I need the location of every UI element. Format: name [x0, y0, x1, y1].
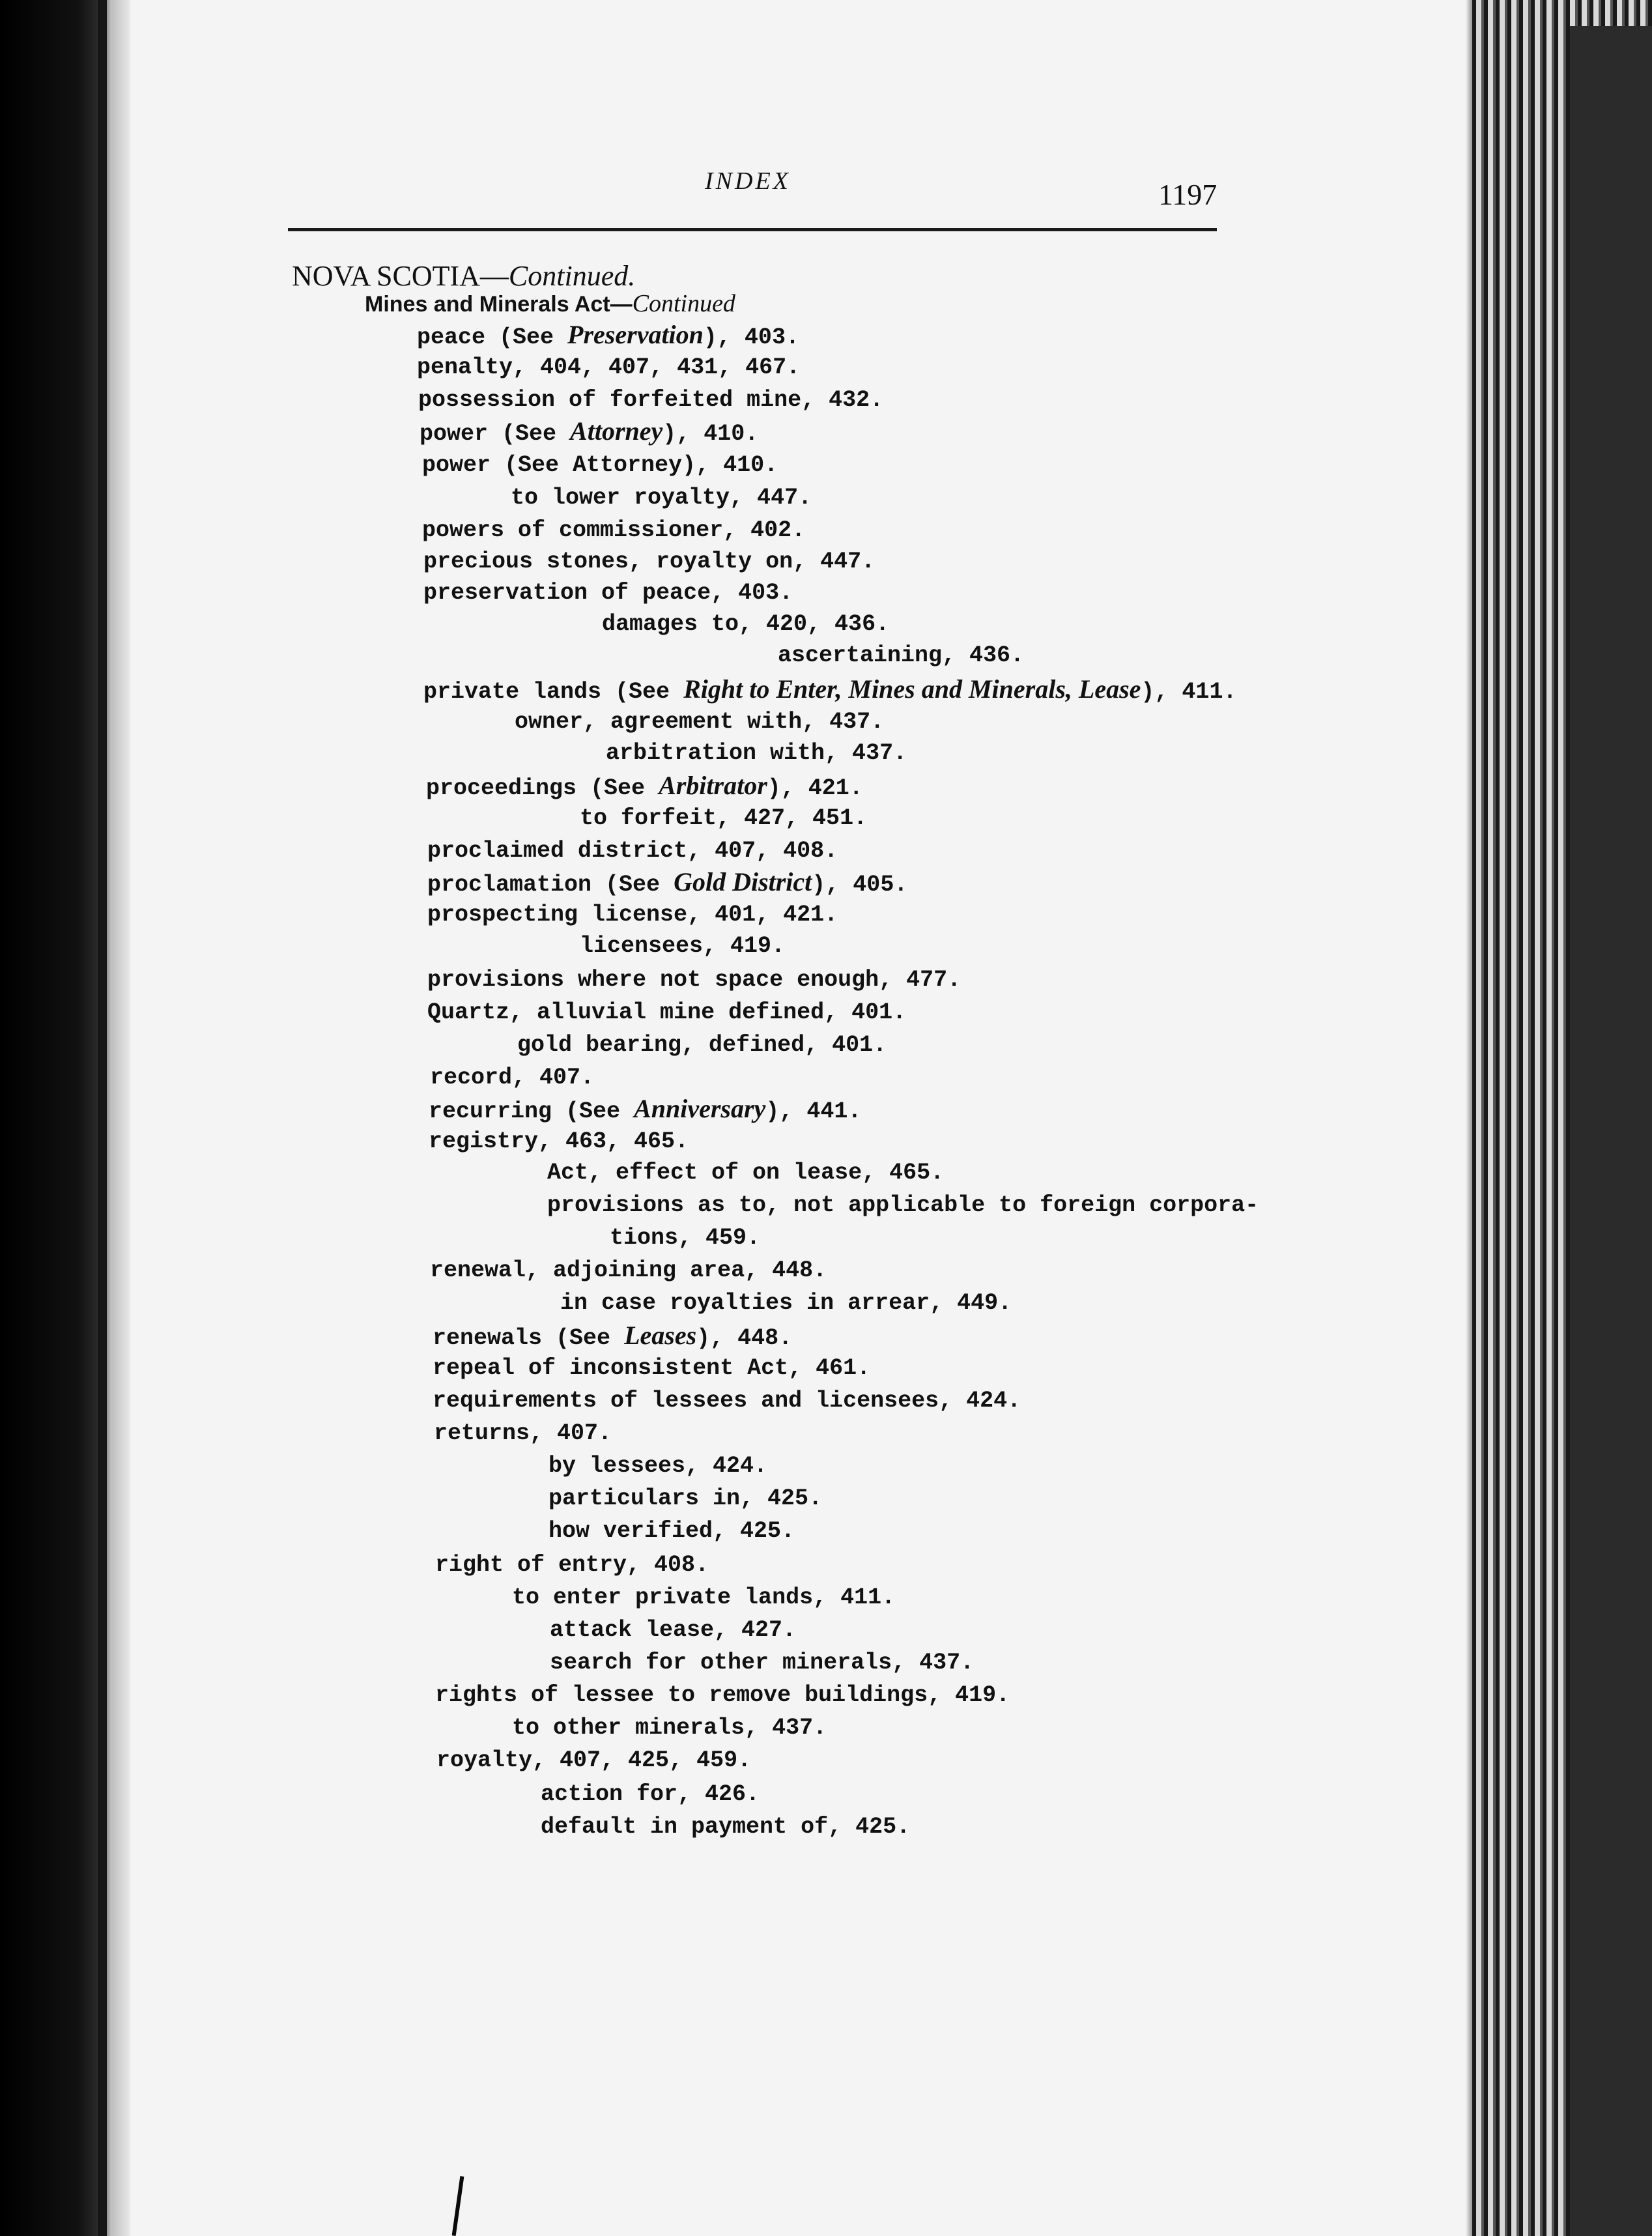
index-entry: royalty, 407, 425, 459. — [436, 1747, 752, 1773]
index-entry: to lower royalty, 447. — [511, 485, 812, 511]
header-rule — [288, 228, 1217, 231]
index-heading — [292, 259, 635, 293]
index-entry: renewals (See Leases), 448. — [433, 1321, 793, 1351]
book-cover-edge — [1570, 26, 1652, 2236]
index-entry: repeal of inconsistent Act, 461. — [433, 1355, 871, 1381]
index-entry: precious stones, royalty on, 447. — [423, 549, 876, 575]
index-entry: owner, agreement with, 437. — [515, 709, 885, 735]
index-entry: rights of lessee to remove buildings, 419. — [435, 1682, 1010, 1708]
subheading-continued: Continued — [632, 290, 735, 317]
index-entry: damages to, 420, 436. — [602, 611, 890, 637]
index-entry: recurring (See Anniversary), 441. — [429, 1094, 862, 1125]
index-entry: penalty, 404, 407, 431, 467. — [417, 354, 801, 380]
index-entry: attack lease, 427. — [550, 1617, 797, 1643]
index-entry: possession of forfeited mine, 432. — [418, 387, 884, 413]
index-entry: private lands (See Right to Enter, Mines and Minerals, Lease), 411. — [423, 674, 1237, 705]
index-entry: peace (See Preservation), 403. — [417, 320, 799, 351]
index-entry: to enter private lands, 411. — [512, 1584, 896, 1611]
index-entry: proceedings (See Arbitrator), 421. — [426, 771, 863, 801]
index-entry: provisions as to, not applicable to foreign corpora- — [547, 1192, 1259, 1218]
index-entry: requirements of lessees and licensees, 424. — [433, 1388, 1021, 1414]
index-entry: by lessees, 424. — [548, 1453, 768, 1479]
index-entry: arbitration with, 437. — [606, 740, 907, 766]
index-subheading — [365, 289, 735, 318]
heading-continued: Continued. — [508, 260, 636, 292]
book-spine — [98, 0, 107, 2236]
index-entry: right of entry, 408. — [435, 1552, 709, 1578]
index-entry: gold bearing, defined, 401. — [517, 1032, 887, 1058]
index-entry: power (See Attorney), 410. — [420, 416, 759, 447]
page-number: 1197 — [1158, 178, 1218, 211]
index-entry: Act, effect of on lease, 465. — [547, 1160, 945, 1186]
subheading-main: Mines and Minerals Act— — [365, 292, 633, 317]
running-head: INDEX — [705, 167, 791, 195]
index-entry: record, 407. — [430, 1065, 595, 1091]
index-entry: licensees, 419. — [580, 933, 786, 959]
heading-main: NOVA SCOTIA— — [292, 260, 509, 292]
index-entry: Quartz, alluvial mine defined, 401. — [427, 999, 907, 1025]
index-entry: to forfeit, 427, 451. — [580, 805, 868, 831]
index-entry: registry, 463, 465. — [429, 1128, 689, 1154]
index-entry: search for other minerals, 437. — [550, 1650, 975, 1676]
index-entry: powers of commissioner, 402. — [422, 517, 806, 543]
index-entry: in case royalties in arrear, 449. — [560, 1290, 1012, 1316]
index-entry: action for, 426. — [541, 1781, 760, 1807]
index-entry: to other minerals, 437. — [512, 1715, 827, 1741]
index-entry: proclamation (See Gold District), 405. — [427, 867, 908, 898]
index-entry: ascertaining, 436. — [778, 642, 1025, 668]
index-entry: power (See Attorney), 410. — [422, 452, 778, 478]
index-entry: tions, 459. — [610, 1225, 761, 1251]
index-entry: prospecting license, 401, 421. — [427, 902, 838, 928]
index-entry: how verified, 425. — [548, 1518, 795, 1544]
index-entry: proclaimed district, 407, 408. — [427, 838, 838, 864]
index-entry: particulars in, 425. — [548, 1485, 823, 1512]
index-entry: returns, 407. — [434, 1420, 612, 1446]
index-entry: preservation of peace, 403. — [423, 580, 793, 606]
index-entry: renewal, adjoining area, 448. — [430, 1257, 827, 1283]
index-entry: provisions where not space enough, 477. — [427, 967, 961, 993]
index-entry: default in payment of, 425. — [541, 1814, 911, 1840]
